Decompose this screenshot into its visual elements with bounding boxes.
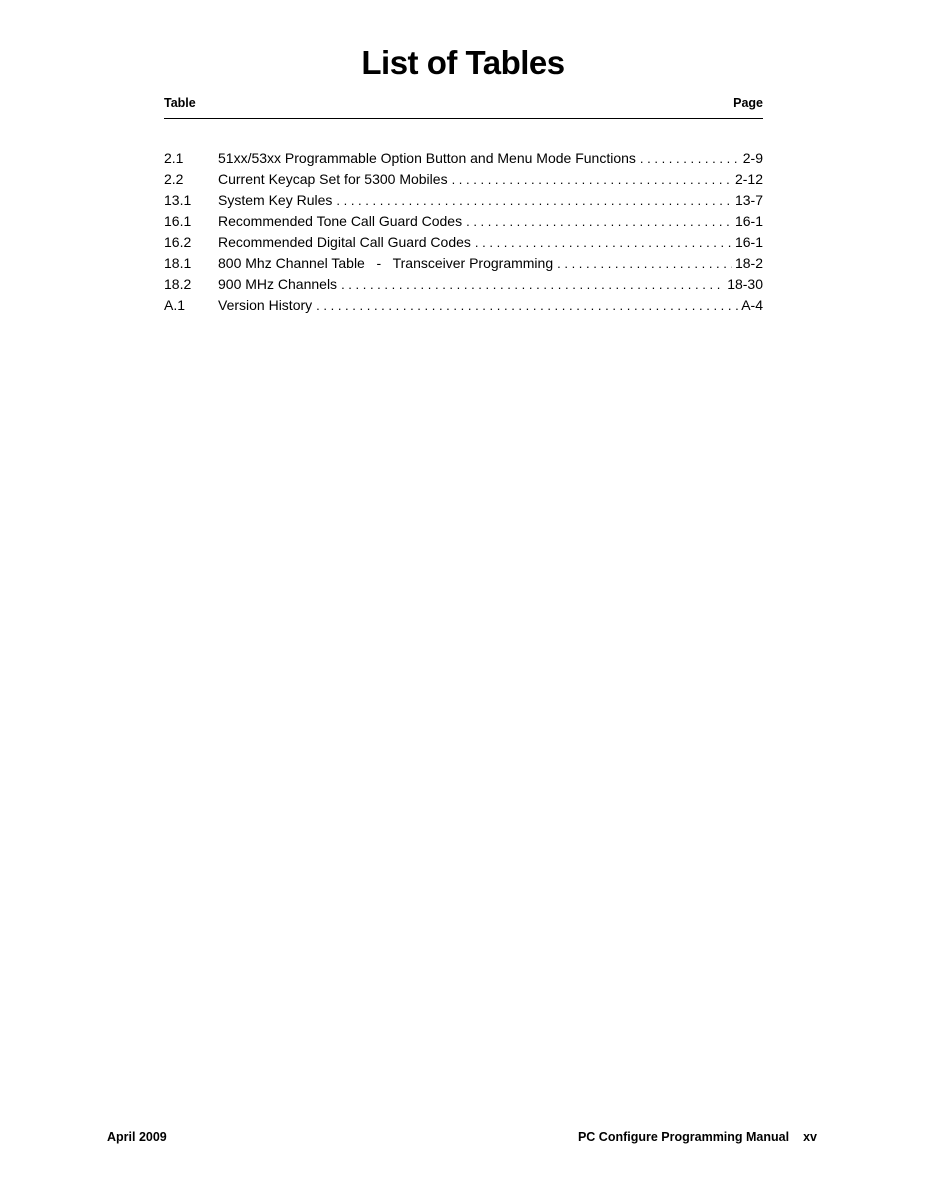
toc-entry-number: 13.1: [164, 192, 192, 208]
toc-entry[interactable]: [164, 169, 763, 190]
toc-entry[interactable]: [164, 148, 763, 169]
toc-entry-title: Current Keycap Set for 5300 Mobiles: [218, 169, 452, 190]
toc-entry-number: 16.2: [164, 234, 192, 250]
toc-entry-page: 18-2: [732, 253, 763, 274]
footer-page-number: xv: [803, 1130, 817, 1144]
toc-entry-title: 51xx/53xx Programmable Option Button and Menu Mode Functions: [218, 148, 640, 169]
page-title: List of Tables: [361, 44, 565, 81]
column-header-table: Table: [164, 96, 196, 110]
toc-entry-title: 900 MHz Channels: [218, 274, 341, 295]
table-list: [164, 148, 763, 316]
column-header-page: Page: [733, 96, 763, 110]
dot-leader: [475, 232, 732, 253]
toc-entry-page: 18-30: [724, 274, 763, 295]
toc-entry-page: 13-7: [732, 190, 763, 211]
dot-leader: [557, 253, 732, 274]
toc-entry[interactable]: [164, 211, 763, 232]
toc-entry-page: 16-1: [732, 211, 763, 232]
footer-manual-title: PC Configure Programming Manual: [577, 1130, 790, 1144]
toc-entry[interactable]: [164, 295, 763, 316]
toc-entry[interactable]: [164, 274, 763, 295]
toc-entry[interactable]: [164, 253, 763, 274]
toc-entry-number: 18.2: [164, 276, 192, 292]
toc-entry-page: A-4: [738, 295, 763, 316]
toc-entry-page: 2-9: [740, 148, 763, 169]
toc-entry-number: 18.1: [164, 255, 192, 271]
dot-leader: [452, 169, 732, 190]
dot-leader: [466, 211, 732, 232]
page-footer: [107, 1130, 817, 1148]
toc-entry[interactable]: [164, 232, 763, 253]
toc-entry-title: Recommended Tone Call Guard Codes: [218, 211, 466, 232]
toc-entry-page: 16-1: [732, 232, 763, 253]
toc-entry-number: 2.2: [164, 171, 184, 187]
footer-date: April 2009: [107, 1130, 167, 1144]
toc-entry[interactable]: [164, 190, 763, 211]
dot-leader: [336, 190, 732, 211]
toc-entry-number: 2.1: [164, 150, 184, 166]
dot-leader: [316, 295, 738, 316]
header-divider: [164, 118, 763, 119]
column-header: [164, 96, 763, 116]
dot-leader: [640, 148, 740, 169]
toc-entry-number: 16.1: [164, 213, 192, 229]
toc-entry-title: System Key Rules: [218, 190, 336, 211]
toc-entry-title: Version History: [218, 295, 316, 316]
toc-entry-page: 2-12: [732, 169, 763, 190]
toc-entry-number: A.1: [164, 297, 186, 313]
toc-entry-title: Recommended Digital Call Guard Codes: [218, 232, 475, 253]
dot-leader: [341, 274, 724, 295]
toc-entry-title: 800 Mhz Channel Table - Transceiver Programming: [218, 253, 557, 274]
